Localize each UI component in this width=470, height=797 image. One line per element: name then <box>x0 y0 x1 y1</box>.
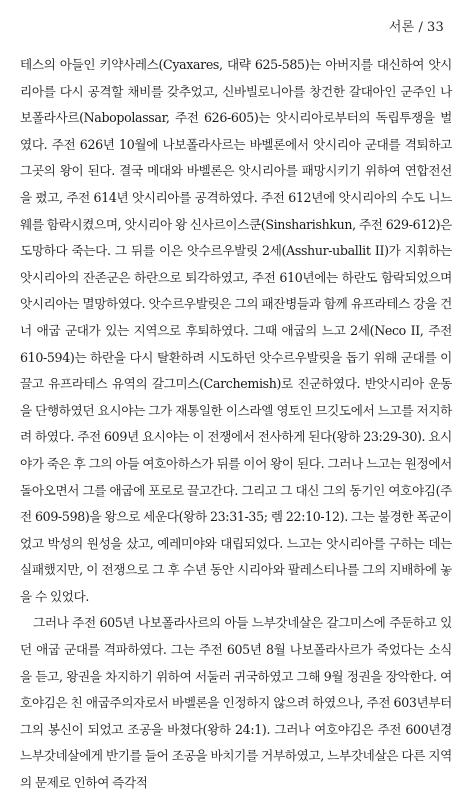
page-body <box>20 52 452 797</box>
paragraph-2: 그러나 주전 605년 나보폴라사르의 아들 느부갓네살은 갈그미스에 주둔하고 있던 애굽 군대를 격파하였다. 그는 주전 605년 8월 나보폴라사르가 죽었다는 소식을 듣고, 왕권을 차지하기 위하여 서둘러 귀국하였고 그해 9월 정권을 장악한다. 여호야김은 친 애굽주의자로서 바벨론을 인정하지 않으려 하였으나, 주전 603년부터 그의 봉신이 되었고 조공을 바쳤다(왕하 24:1). 그러나 여호야김은 주전 600년경 느부갓네살에게 반기를 들어 조공을 바치기를 거부하였고, 느부갓네살은 다른 지역의 문제로 인하여 즉각적 <box>20 615 452 791</box>
paragraph-1: 테스의 아들인 키약사레스(Cyaxares, 대략 625-585)는 아버지를 대신하여 앗시리아를 다시 공격할 채비를 갖추었고, 신바빌로니아를 창건한 갈대아인 군주인 나보폴라사르(Nabopolassar, 주전 626-605)는 앗시리아로부터의 독립투쟁을 벌였다. 주전 626년 10월에 나보폴라사르는 바벨론에서 앗시리아 군대를 격퇴하고 그곳의 왕이 된다. 결국 메대와 바벨론은 앗시리아를 패망시키기 위하여 연합전선을 폈고, 주전 614년 앗시리아를 공격하였다. 주전 612년에 앗시리아의 수도 니느웨를 함락시켰으며, 앗시리아 왕 신사르이스쿤(Sinsharishkun, 주전 629-612)은 도망하다 죽는다. 그 뒤를 이은 앗수르우발릿 2세(Asshur-uballit II)가 지휘하는 앗시리아의 잔존군은 하란으로 퇴각하였고, 주전 610년에는 하란도 함락되었으며 앗시리아는 멸망하였다. 앗수르우발릿은 그의 패잔병들과 함께 유프라테스 강을 건너 애굽 군대가 있는 지역으로 후퇴하였다. 그때 애굽의 느고 2세(Neco II, 주전 610-594)는 하란을 다시 탈환하려 시도하던 앗수르우발릿을 돕기 위해 군대를 이끌고 유프라테스 유역의 갈그미스(Carchemish)로 진군하였다. 반앗시리아 운동을 단행하였던 요시야는 그가 재통일한 이스라엘 영토인 므깃도에서 느고를 저지하려 하였다. 주전 609년 요시야는 이 전쟁에서 전사하게 된다(왕하 23:29-30). 요시야가 죽은 후 그의 아들 여호아하스가 뒤를 이어 왕이 된다. 그러나 느고는 원정에서 돌아오면서 그를 애굽에 포로로 끌고간다. 그리고 그 대신 그의 동기인 여호야김(주전 609-598)을 왕으로 세운다(왕하 23:31-35; 렘 22:10-12). 그는 불경한 폭군이었고 박성의 원성을 샀고, 예레미야와 대립되었다. 느고는 앗시리아를 구하는 데는 실패했지만, 이 전쟁으로 그 후 수년 동안 시리아와 팔레스티나를 그의 지배하에 놓을 수 있었다. <box>20 57 452 604</box>
header-separator: / <box>418 20 424 35</box>
section-title: 서론 <box>388 20 415 35</box>
page-number: 33 <box>427 20 444 35</box>
running-header <box>389 16 444 35</box>
